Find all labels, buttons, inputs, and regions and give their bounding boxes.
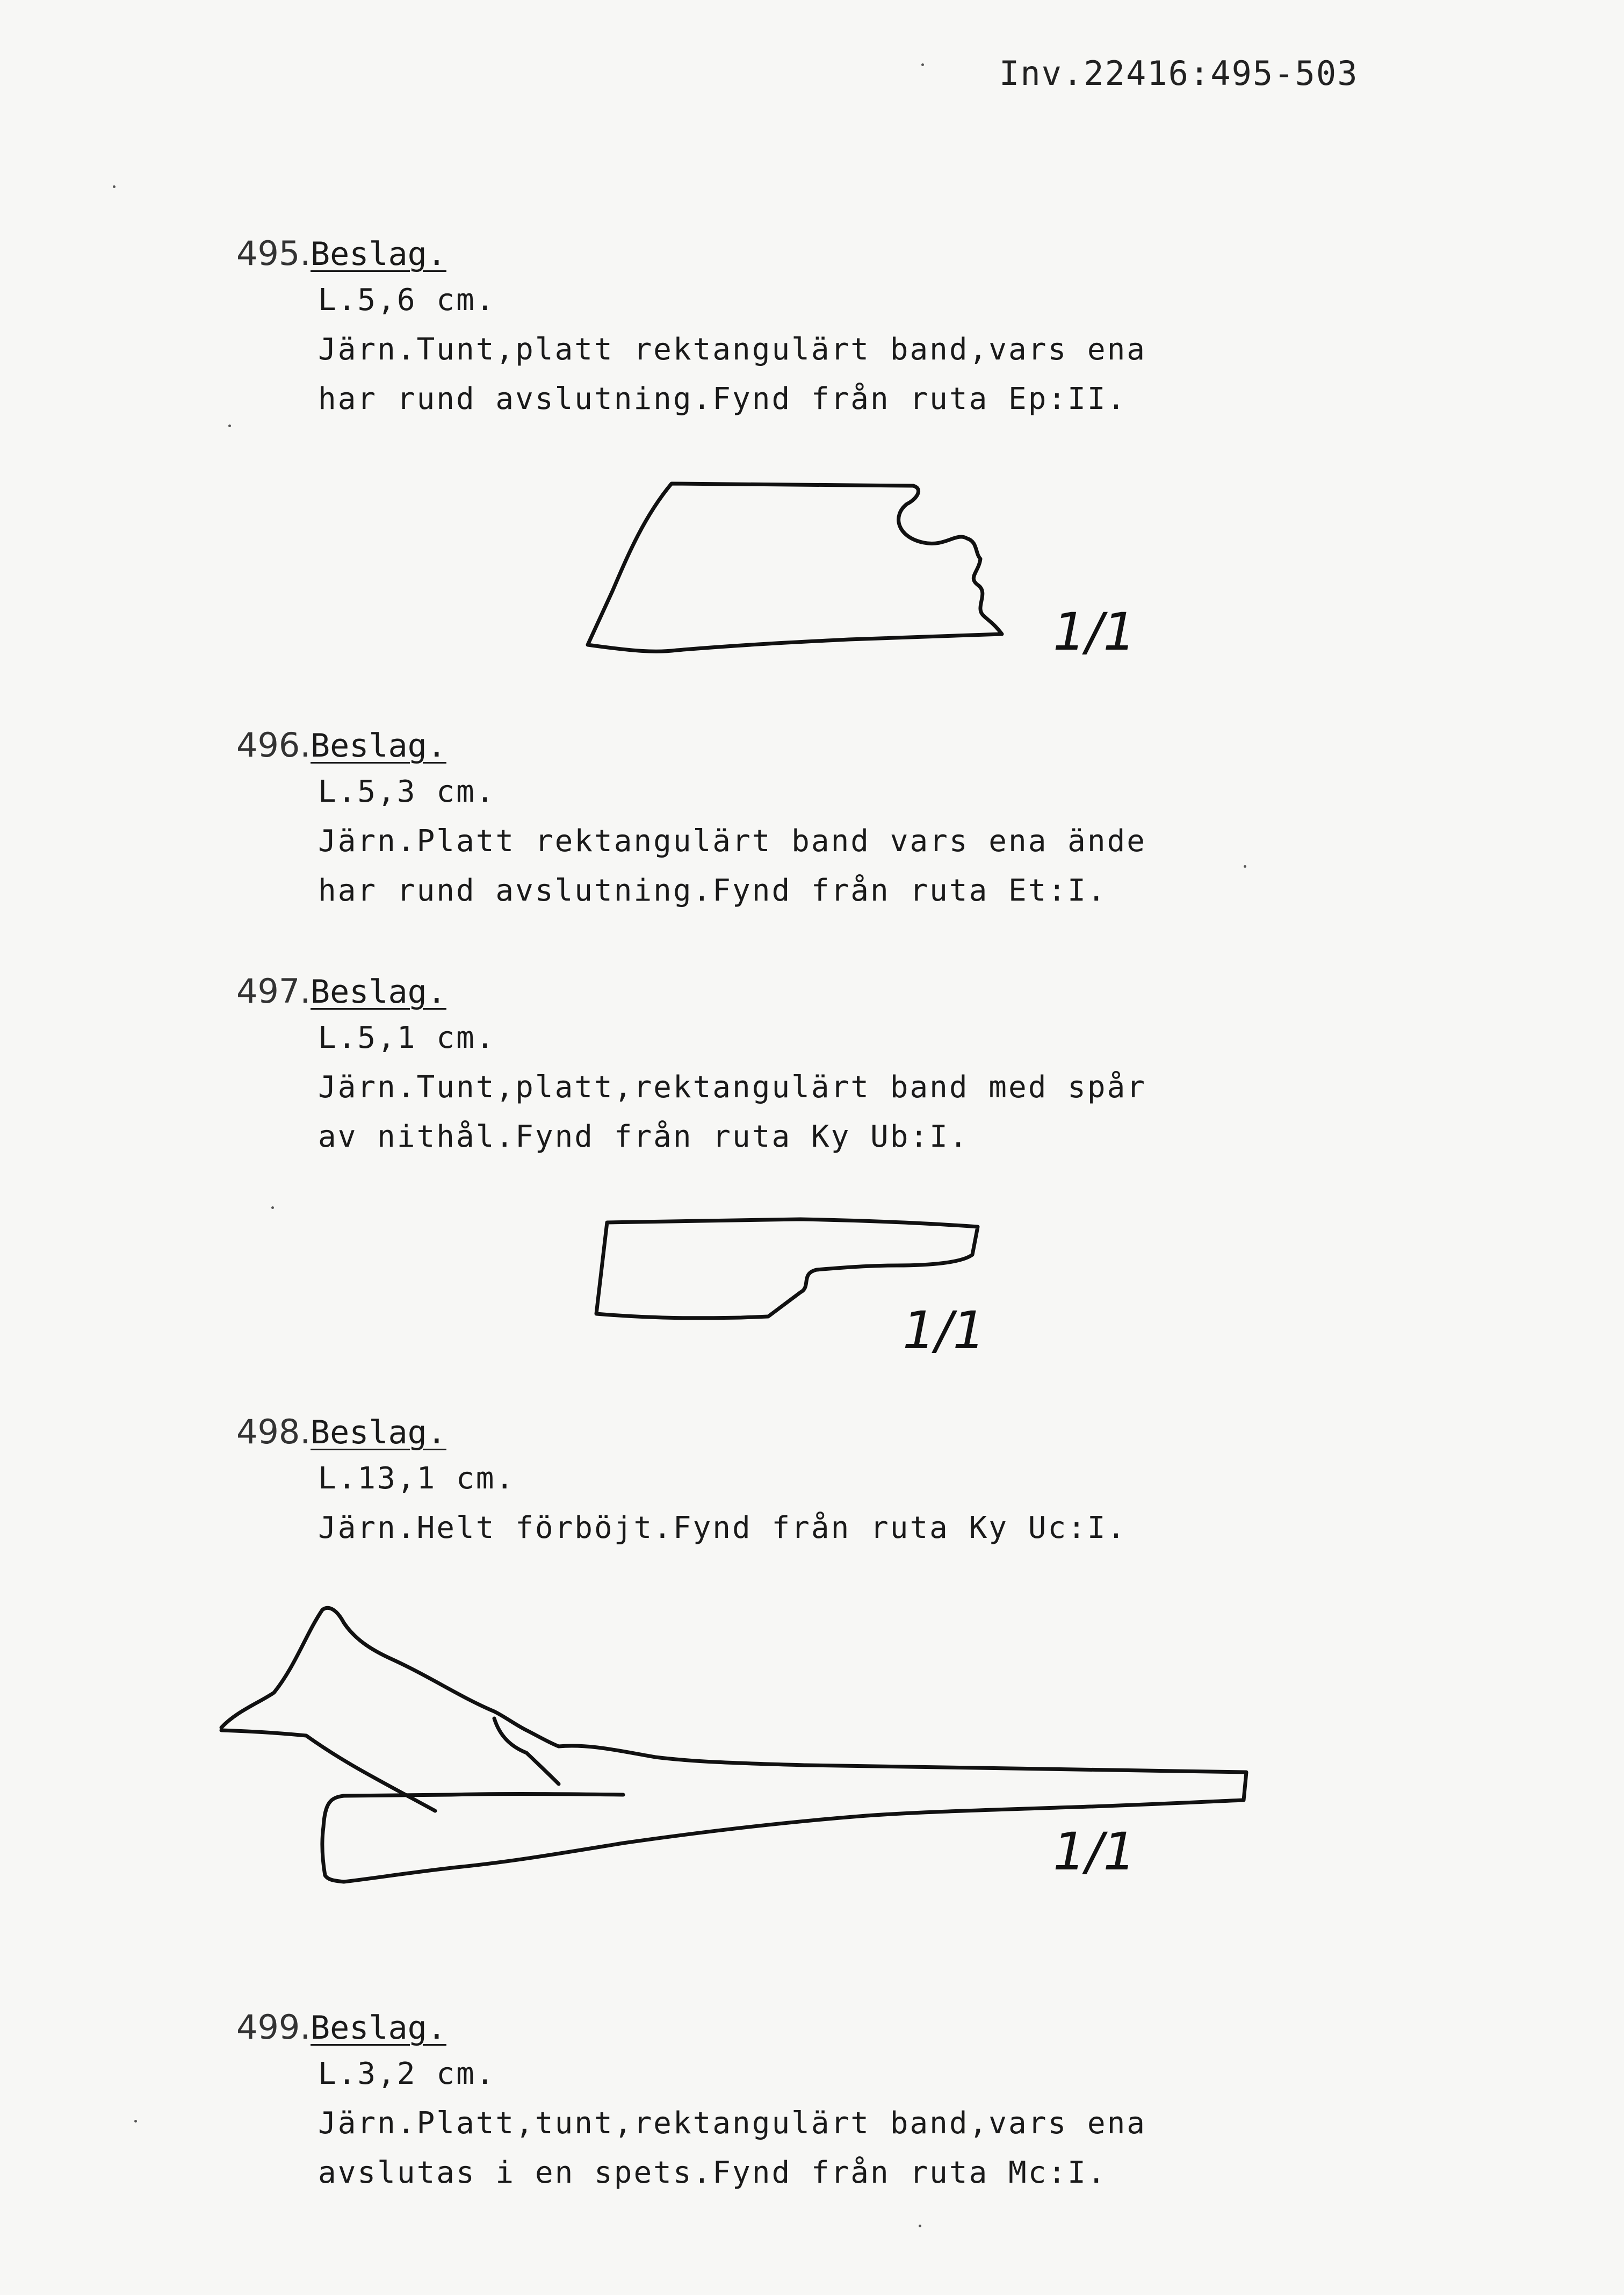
scan-speck — [919, 2225, 921, 2227]
inventory-reference: Inv.22416:495-503 — [999, 54, 1359, 93]
sketch-495 — [580, 478, 1064, 672]
entry-length: L.5,3 cm. — [318, 774, 496, 809]
entry-heading — [236, 2006, 1146, 2049]
hook-underside — [221, 1730, 435, 1811]
entry-title: Beslag. — [311, 1414, 446, 1451]
entry-title: Beslag. — [311, 235, 446, 273]
entry-title: Beslag. — [311, 2009, 446, 2047]
entry-length: L.3,2 cm. — [318, 2056, 496, 2091]
entry-heading — [236, 724, 1146, 767]
entry-title: Beslag. — [311, 727, 446, 765]
scan-speck — [1244, 865, 1246, 868]
entry-description-line: av nithål.Fynd från ruta Ky Ub:I. — [318, 1119, 969, 1154]
entry-description-line: har rund avslutning.Fynd från ruta Et:I. — [318, 873, 1107, 908]
scan-speck — [113, 185, 116, 188]
entry-heading — [236, 232, 1146, 276]
catalog-entry-496 — [236, 724, 1146, 916]
entry-heading — [236, 970, 1146, 1013]
entry-length: L.5,1 cm. — [318, 1020, 496, 1055]
entry-number: 497. — [236, 972, 311, 1011]
scan-speck — [228, 425, 231, 427]
entry-description-line: Järn.Platt rektangulärt band vars ena ände — [318, 824, 1147, 859]
entry-description-line: Järn.Tunt,platt,rektangulärt band med spår — [318, 1070, 1147, 1105]
entry-length: L.13,1 cm. — [318, 1461, 516, 1496]
entry-number: 498. — [236, 1412, 311, 1451]
scale-label-498: 1/1 — [1053, 1822, 1136, 1882]
entry-description-line: har rund avslutning.Fynd från ruta Ep:II. — [318, 382, 1127, 416]
entry-number: 496. — [236, 725, 311, 765]
scan-speck — [271, 1206, 274, 1209]
scale-label-497: 1/1 — [903, 1300, 986, 1361]
entry-number: 495. — [236, 234, 311, 273]
scale-label-495: 1/1 — [1053, 602, 1136, 662]
entry-description-line: avslutas i en spets.Fynd från ruta Mc:I. — [318, 2155, 1107, 2190]
scan-speck — [134, 2120, 137, 2123]
entry-heading — [236, 1411, 1127, 1454]
catalog-entry-495 — [236, 232, 1146, 424]
outline-495 — [588, 484, 1002, 651]
scan-speck — [921, 63, 924, 66]
catalog-entry-499 — [236, 2006, 1146, 2198]
entry-description-line: Järn.Platt,tunt,rektangulärt band,vars ena — [318, 2106, 1147, 2141]
catalog-entry-497 — [236, 970, 1146, 1162]
entry-length: L.5,6 cm. — [318, 283, 496, 318]
entry-title: Beslag. — [311, 973, 446, 1011]
entry-number: 499. — [236, 2008, 311, 2047]
entry-description-line: Järn.Helt förböjt.Fynd från ruta Ky Uc:I. — [318, 1510, 1127, 1545]
entry-description-line: Järn.Tunt,platt rektangulärt band,vars ena — [318, 332, 1147, 367]
catalog-entry-498 — [236, 1411, 1127, 1553]
